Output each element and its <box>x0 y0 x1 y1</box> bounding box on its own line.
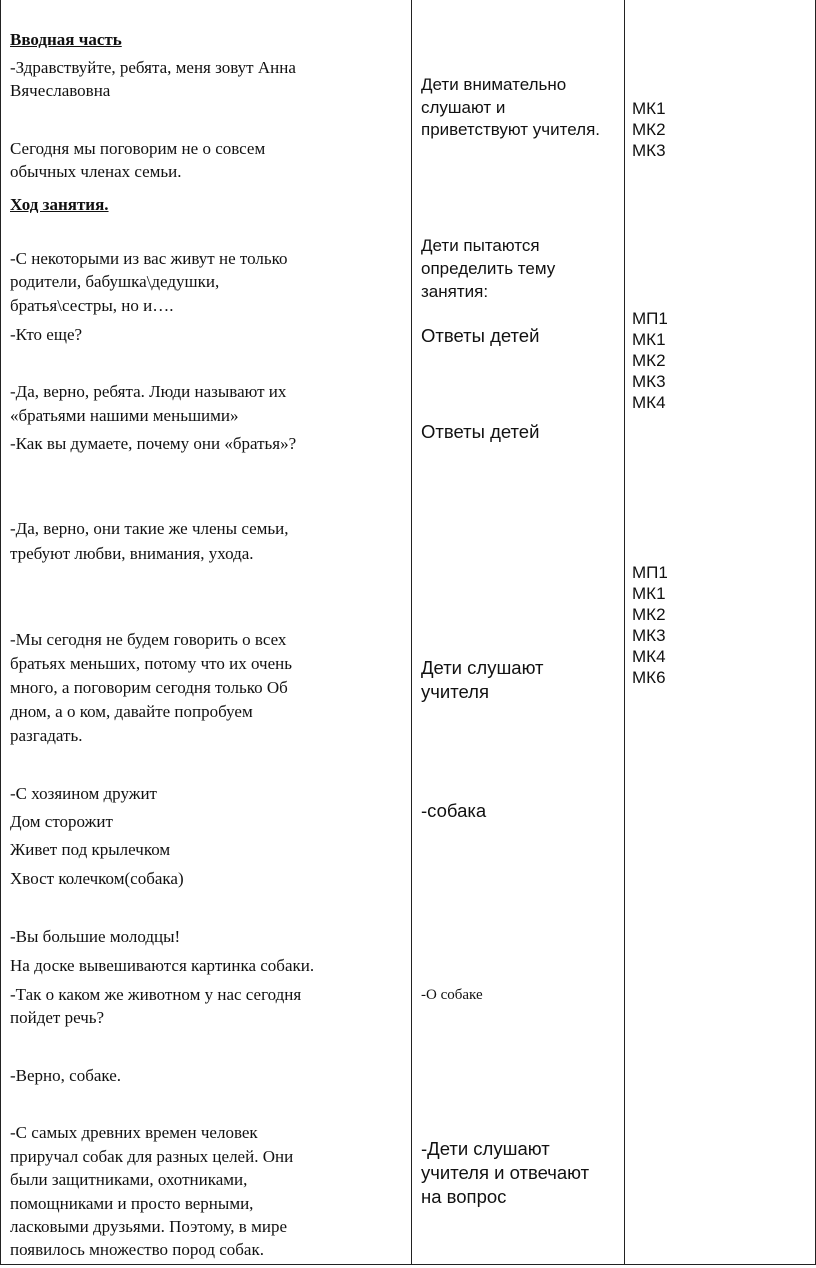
question-line: братья\сестры, но и…. <box>10 296 174 315</box>
competency-code: МК2 <box>632 351 666 370</box>
competency-code: МК2 <box>632 605 666 624</box>
column-divider-1 <box>411 0 412 1264</box>
children-activity-line: приветствуют учителя. <box>421 120 600 139</box>
competency-list-1 <box>632 98 666 161</box>
course-heading: Ход занятия. <box>10 195 109 214</box>
paragraph-line: дном, а о ком, давайте попробуем <box>10 702 253 721</box>
column-divider-2 <box>624 0 625 1264</box>
children-activity-line: Дети слушают <box>421 657 544 678</box>
competency-code: МК3 <box>632 141 666 160</box>
intro-heading: Вводная часть <box>10 30 122 49</box>
competency-code: МП1 <box>632 309 668 328</box>
riddle-line: Живет под крылечком <box>10 840 171 859</box>
competency-code: МП1 <box>632 563 668 582</box>
question-line: пойдет речь? <box>10 1008 105 1027</box>
history-line: -С самых древних времен человек <box>10 1123 258 1142</box>
children-answer-about-dog: -О собаке <box>421 987 483 1003</box>
praise-line: -Вы большие молодцы! <box>10 927 181 946</box>
greeting-line: -Здравствуйте, ребята, меня зовут Анна <box>10 58 296 77</box>
board-line: На доске вывешиваются картинка собаки. <box>10 956 315 975</box>
history-line: помощниками и просто верными, <box>10 1194 254 1213</box>
competency-code: МК1 <box>632 584 666 603</box>
topic-line: обычных членах семьи. <box>10 162 182 181</box>
children-activity-line: на вопрос <box>421 1186 507 1207</box>
children-answer-dog: -собака <box>421 800 487 821</box>
question-line: родители, бабушка\дедушки, <box>10 272 220 291</box>
paragraph-line: много, а поговорим сегодня только Об <box>10 678 288 697</box>
competency-code: МК1 <box>632 99 666 118</box>
paragraph-line: -Мы сегодня не будем говорить о всех <box>10 630 287 649</box>
topic-line: Сегодня мы поговорим не о совсем <box>10 139 266 158</box>
history-line: приручал собак для разных целей. Они <box>10 1147 294 1166</box>
competency-list-3 <box>632 562 668 688</box>
children-activity-line: -Дети слушают <box>421 1138 550 1159</box>
paragraph-line: братьях меньших, потому что их очень <box>10 654 292 673</box>
competency-code: МК4 <box>632 647 666 666</box>
children-activity-line: учителя <box>421 681 489 702</box>
question-line: -Так о каком же животном у нас сегодня <box>10 985 302 1004</box>
riddle-line: -С хозяином дружит <box>10 784 157 803</box>
answer-line: -Да, верно, они такие же члены семьи, <box>10 519 289 538</box>
answer-line: -Да, верно, ребята. Люди называют их <box>10 382 287 401</box>
children-activity-line: Дети внимательно <box>421 75 567 94</box>
question-line: -Кто еще? <box>10 325 83 344</box>
paragraph-line: разгадать. <box>10 726 83 745</box>
competency-code: МК3 <box>632 626 666 645</box>
children-activity-line: слушают и <box>421 98 506 117</box>
question-line: -С некоторыми из вас живут не только <box>10 249 288 268</box>
history-line: ласковыми друзьями. Поэтому, в мире <box>10 1217 287 1236</box>
children-activity-line: Дети пытаются <box>421 236 540 255</box>
children-activity-line: занятия: <box>421 282 489 301</box>
greeting-line: Вячеславовна <box>10 81 111 100</box>
answer-line: «братьями нашими меньшими» <box>10 406 239 425</box>
competency-list-2 <box>632 308 668 413</box>
riddle-line: Дом сторожит <box>10 812 113 831</box>
confirm-line: -Верно, собаке. <box>10 1066 122 1085</box>
question-line: -Как вы думаете, почему они «братья»? <box>10 434 297 453</box>
competency-code: МК4 <box>632 393 666 412</box>
children-activity-line: определить тему <box>421 259 556 278</box>
history-line: появилось множество пород собак. <box>10 1240 264 1259</box>
competency-code: МК2 <box>632 120 666 139</box>
history-line: были защитниками, охотниками, <box>10 1170 248 1189</box>
competency-code: МК6 <box>632 668 666 687</box>
children-activity-line: учителя и отвечают <box>421 1162 590 1183</box>
table-border-bottom <box>0 1264 816 1265</box>
competency-code: МК1 <box>632 330 666 349</box>
competency-code: МК3 <box>632 372 666 391</box>
table-border-left <box>0 0 1 1264</box>
children-answers: Ответы детей <box>421 325 540 346</box>
answer-line: требуют любви, внимания, ухода. <box>10 544 254 563</box>
children-answers: Ответы детей <box>421 421 540 442</box>
riddle-line: Хвост колечком(собака) <box>10 869 184 888</box>
